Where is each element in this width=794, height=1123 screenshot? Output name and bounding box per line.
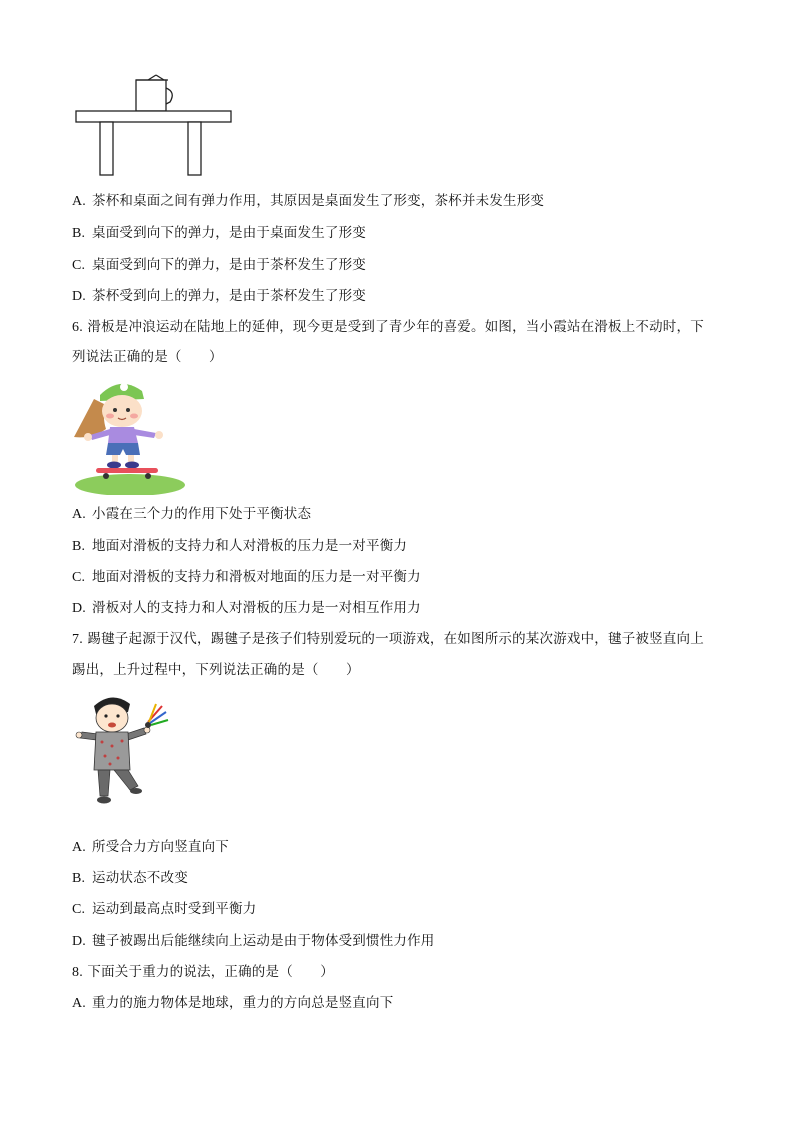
patterned-jacket (94, 732, 130, 770)
teacup-icon (136, 75, 172, 111)
boy-kicking-shuttlecock-figure (72, 692, 177, 814)
grass-ground (75, 474, 185, 495)
q8-option-a: A. 重力的施力物体是地球，重力的方向总是竖直向下 (72, 995, 394, 1011)
q6-option-d: D. 滑板对人的支持力和人对滑板的压力是一对相互作用力 (72, 600, 421, 616)
skateboard (96, 468, 158, 473)
q8-stem-line1: 8. 下面关于重力的说法，正确的是（ ） (72, 964, 335, 980)
q6-stem-line2: 列说法正确的是（ ） (72, 349, 223, 365)
q7-option-a: A. 所受合力方向竖直向下 (72, 839, 229, 855)
q6-stem-line1: 6. 滑板是冲浪运动在陆地上的延伸，现今更是受到了青少年的喜爱。如图，当小霞站在滑板上不动时，下 (72, 319, 704, 335)
q6-option-a: A. 小霞在三个力的作用下处于平衡状态 (72, 506, 312, 522)
boy-face (96, 704, 128, 732)
q7-stem-line1: 7. 踢毽子起源于汉代，踢毽子是孩子们特别爱玩的一项游戏，在如图所示的某次游戏中，毽子被竖直向上 (72, 631, 704, 647)
q5-option-b: B. 桌面受到向下的弹力，是由于桌面发生了形变 (72, 225, 366, 241)
q6-option-b: B. 地面对滑板的支持力和人对滑板的压力是一对平衡力 (72, 538, 408, 554)
table-leg-left (100, 122, 113, 175)
q5-option-c: C. 桌面受到向下的弹力，是由于茶杯发生了形变 (72, 257, 366, 273)
cup-on-table-figure (72, 70, 237, 180)
purple-shirt (108, 427, 138, 443)
table-leg-right (188, 122, 201, 175)
q7-option-b: B. 运动状态不改变 (72, 870, 188, 886)
q7-stem-line2: 踢出，上升过程中，下列说法正确的是（ ） (72, 662, 360, 678)
face (102, 395, 142, 427)
table-top (76, 111, 231, 122)
q7-option-d: D. 毽子被踢出后能继续向上运动是由于物体受到惯性力作用 (72, 933, 435, 949)
q6-option-c: C. 地面对滑板的支持力和滑板对地面的压力是一对平衡力 (72, 569, 421, 585)
q5-option-d: D. 茶杯受到向上的弹力，是由于茶杯发生了形变 (72, 288, 366, 304)
girl-on-skateboard-figure (72, 377, 187, 495)
q5-option-a: A. 茶杯和桌面之间有弹力作用，其原因是桌面发生了形变，茶杯并未发生形变 (72, 193, 545, 209)
q7-option-c: C. 运动到最高点时受到平衡力 (72, 901, 257, 917)
